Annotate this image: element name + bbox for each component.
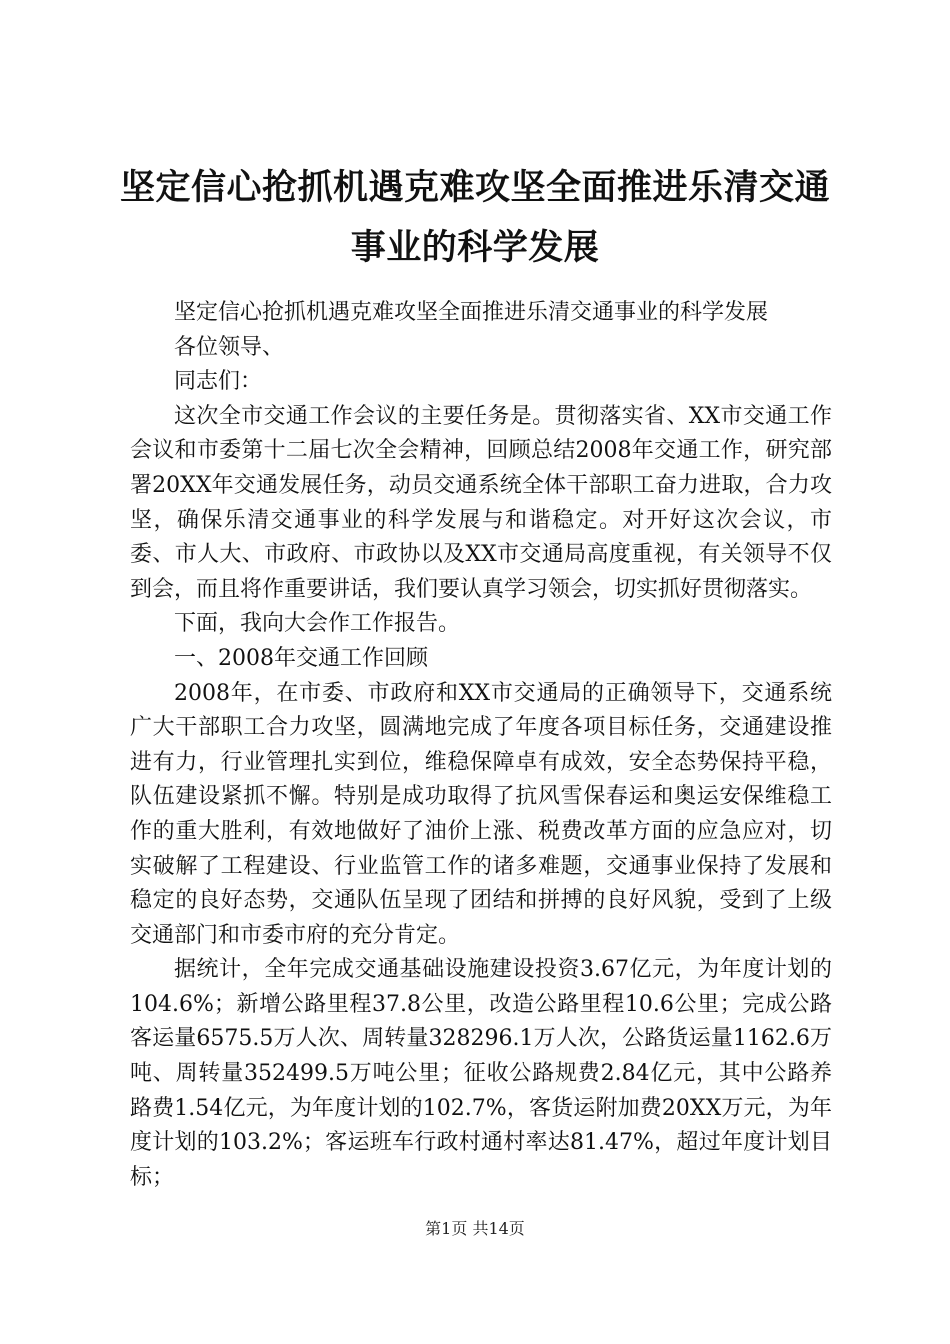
title-line-1: 坚定信心抢抓机遇克难攻坚全面推进乐清交通: [119, 168, 830, 208]
paragraph-salutation-comrades: 同志们：: [174, 369, 263, 395]
paragraph-statistics: 据统计，全年完成交通基础设施建设投资3.67亿元，为年度计划的104.6%；新增公路里程37.8公里，改造公路里程10.6公里；完成公路客运量6575.5万人次、周转量328296.1万人次，公路货运量1162.6万吨、周转量352499.5万吨公里；征收公路规费2.84亿元，其中公路养路费1.54亿元，为年度计划的102.7%，客货运附加费20XX万元，为年度计划的103.2%；客运班车行政村通村率达81.47%，超过年度计划目标；: [130, 957, 832, 1190]
section-heading-review: 一、2008年交通工作回顾: [174, 645, 428, 671]
paragraph-salutation-leaders: 各位领导、: [174, 334, 285, 360]
paragraph-subtitle: 坚定信心抢抓机遇克难攻坚全面推进乐清交通事业的科学发展: [174, 300, 769, 325]
paragraph-meeting-task: 这次全市交通工作会议的主要任务是。贯彻落实省、XX市交通工作会议和市委第十二届七次全会精神，回顾总结2008年交通工作，研究部署20XX年交通发展任务，动员交通系统全体干部职工奋力进取，合力攻坚，确保乐清交通事业的科学发展与和谐稳定。对开好这次会议，市委、市人大、市政府、市政协以及XX市交通局高度重视，有关领导不仅到会，而且将作重要讲话，我们要认真学习领会，切实抓好贯彻落实。: [130, 403, 832, 602]
document-body: [130, 296, 832, 1195]
paragraph-review: 2008年，在市委、市政府和XX市交通局的正确领导下，交通系统广大干部职工合力攻坚，圆满地完成了年度各项目标任务，交通建设推进有力，行业管理扎实到位，维稳保障卓有成效，安全态势保持平稳，队伍建设紧抓不懈。特别是成功取得了抗风雪保春运和奥运安保维稳工作的重大胜利，有效地做好了油价上涨、税费改革方面的应急应对，切实破解了工程建设、行业监管工作的诸多难题，交通事业保持了发展和稳定的良好态势，交通队伍呈现了团结和拼搏的良好风貌，受到了上级交通部门和市委市府的充分肯定。: [130, 680, 832, 948]
paragraph-report-intro: 下面，我向大会作工作报告。: [174, 611, 461, 637]
title-line-2: 事业的科学发展: [350, 228, 600, 268]
document-title: [110, 158, 840, 278]
page-footer: 第1页 共14页: [425, 1219, 525, 1238]
